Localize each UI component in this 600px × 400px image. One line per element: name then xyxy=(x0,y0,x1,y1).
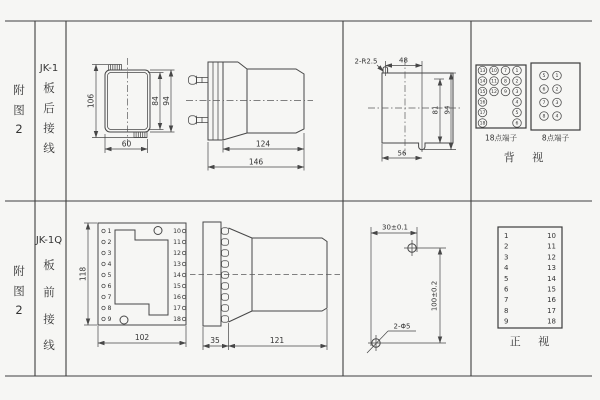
terminal-number: 5 xyxy=(504,274,509,283)
terminal-number: 16 xyxy=(547,296,556,305)
terminal-number: 6 xyxy=(542,87,546,93)
dim-cutout-inner-height: 81 xyxy=(431,105,440,115)
dim-cutout-outer-height: 94 xyxy=(443,105,452,115)
dim-cutout-width: 56 xyxy=(397,149,407,158)
model-char: 线 xyxy=(43,141,55,155)
terminal-number: 3 xyxy=(515,90,519,96)
terminal-number: 9 xyxy=(107,316,112,324)
terminal-block-18-label: 18点端子 xyxy=(484,133,518,143)
row1-figure-label xyxy=(13,83,25,136)
rear-view-label: 背 视 xyxy=(503,151,551,164)
row2-model-label xyxy=(35,235,62,352)
terminal-number: 1 xyxy=(107,228,112,236)
terminal-number: 6 xyxy=(515,121,519,127)
terminal-number: 1 xyxy=(555,74,559,80)
drill-template-view xyxy=(367,224,446,354)
mounting-hole xyxy=(154,227,162,235)
terminal-number: 4 xyxy=(107,261,112,269)
terminal-number: 18 xyxy=(173,316,181,324)
panel-cutout-view xyxy=(355,57,462,162)
fig-char: 附 xyxy=(13,83,25,97)
model-name: JK-1 xyxy=(39,63,59,74)
dim-panel-height: 118 xyxy=(78,266,88,282)
terminal-number: 14 xyxy=(547,274,556,283)
terminal-number: 10 xyxy=(173,228,181,236)
terminal-block-8-label: 8点端子 xyxy=(541,133,570,143)
terminal-number: 15 xyxy=(547,285,556,294)
terminal-number: 1 xyxy=(515,69,519,75)
dim-case-inner-height: 84 xyxy=(151,96,160,106)
terminal-number: 12 xyxy=(491,90,497,96)
terminal-number: 17 xyxy=(173,305,181,313)
terminal-number: 5 xyxy=(107,272,112,280)
mounting-hole xyxy=(120,316,128,324)
terminal-number: 11 xyxy=(491,79,497,85)
model-name: JK-1Q xyxy=(35,235,63,246)
terminal-number: 3 xyxy=(504,253,509,262)
terminal-number: 10 xyxy=(491,69,497,75)
model-char: 板 xyxy=(43,81,55,95)
terminal-number: 2 xyxy=(504,242,509,251)
terminal-number: 14 xyxy=(479,79,486,85)
dim-slot-span: 48 xyxy=(399,56,408,65)
terminal-number: 8 xyxy=(542,114,546,120)
terminal-block-18 xyxy=(476,65,526,143)
terminal-block-8 xyxy=(531,63,580,143)
terminal-number: 10 xyxy=(547,232,556,240)
terminal-number: 2 xyxy=(107,239,112,247)
fig-char: 图 xyxy=(13,284,25,298)
front-wiring-side-view xyxy=(190,222,340,350)
terminal-number: 11 xyxy=(547,242,556,251)
fig-char: 附 xyxy=(13,264,25,278)
terminal-number: 14 xyxy=(173,272,181,280)
dim-case-outer-height: 94 xyxy=(162,96,171,106)
mounting-stud-top xyxy=(109,65,122,71)
terminal-number: 7 xyxy=(504,69,507,75)
mounting-stud-bottom xyxy=(134,132,147,138)
terminal-number: 18 xyxy=(479,121,486,127)
terminal-number: 7 xyxy=(504,296,509,305)
front-view-label: 正 视 xyxy=(509,335,557,348)
terminal-number: 5 xyxy=(542,74,546,80)
terminal-number: 2 xyxy=(515,79,519,85)
terminal-number: 4 xyxy=(555,114,559,120)
stud-bolt-top xyxy=(189,76,209,84)
model-char: 线 xyxy=(43,338,55,352)
terminal-number: 9 xyxy=(504,317,509,326)
terminal-number: 12 xyxy=(547,253,556,262)
case-side-view xyxy=(186,62,313,171)
terminal-number: 13 xyxy=(479,69,486,75)
terminal-number: 1 xyxy=(504,232,509,240)
model-char: 接 xyxy=(43,121,55,135)
terminal-number: 2 xyxy=(555,87,559,93)
terminal-number: 6 xyxy=(107,283,112,291)
terminal-number: 7 xyxy=(542,101,546,107)
terminal-number: 13 xyxy=(547,264,556,273)
row1-model-label xyxy=(39,63,58,155)
terminal-number: 7 xyxy=(107,294,112,302)
row2-figure-label xyxy=(13,264,25,317)
relay-body-outline xyxy=(115,230,168,315)
terminal-number: 15 xyxy=(479,90,486,96)
slot-radius-label: 2-R2.5 xyxy=(354,57,378,66)
terminal-number: 16 xyxy=(479,100,486,106)
model-char: 板 xyxy=(43,258,55,272)
dim-panel-depth: 35 xyxy=(210,336,220,345)
terminal-number: 3 xyxy=(107,250,112,258)
terminal-number: 3 xyxy=(555,101,559,107)
case-front-view xyxy=(87,58,175,153)
fig-char: 2 xyxy=(15,122,23,136)
terminal-number: 15 xyxy=(173,283,181,291)
stud-bolt-bottom xyxy=(189,116,209,124)
dim-total-length: 146 xyxy=(248,157,264,167)
terminal-number: 18 xyxy=(547,317,556,326)
model-char: 接 xyxy=(43,312,55,326)
dim-body-depth: 121 xyxy=(269,336,285,345)
terminal-number: 9 xyxy=(504,90,507,96)
dim-hole-spacing-x: 30±0.1 xyxy=(382,223,408,232)
terminal-table-front xyxy=(498,227,562,348)
dim-case-width: 60 xyxy=(121,139,132,149)
terminal-number: 13 xyxy=(173,261,181,269)
terminal-number: 17 xyxy=(547,306,556,315)
dim-hole-spacing-y: 100±0.2 xyxy=(430,280,439,312)
model-char: 后 xyxy=(43,101,55,115)
terminal-number: 8 xyxy=(504,79,507,85)
dim-case-height: 106 xyxy=(86,93,96,109)
hole-diameter-label: 2-Φ5 xyxy=(393,322,411,331)
dim-panel-width: 102 xyxy=(134,333,150,342)
terminal-number: 5 xyxy=(515,111,519,117)
terminal-number: 16 xyxy=(173,294,181,302)
terminal-number: 17 xyxy=(479,111,486,117)
terminal-number: 8 xyxy=(107,305,112,313)
model-char: 前 xyxy=(43,285,55,299)
terminal-number: 12 xyxy=(173,250,181,258)
terminal-number: 4 xyxy=(515,100,519,106)
terminal-number: 4 xyxy=(504,264,509,273)
terminal-number: 6 xyxy=(504,285,509,294)
fig-char: 2 xyxy=(15,303,23,317)
terminal-number: 8 xyxy=(504,306,509,315)
dim-body-length: 124 xyxy=(255,139,271,149)
front-panel-view xyxy=(79,223,187,347)
terminal-number: 11 xyxy=(173,239,181,247)
fig-char: 图 xyxy=(13,103,25,117)
